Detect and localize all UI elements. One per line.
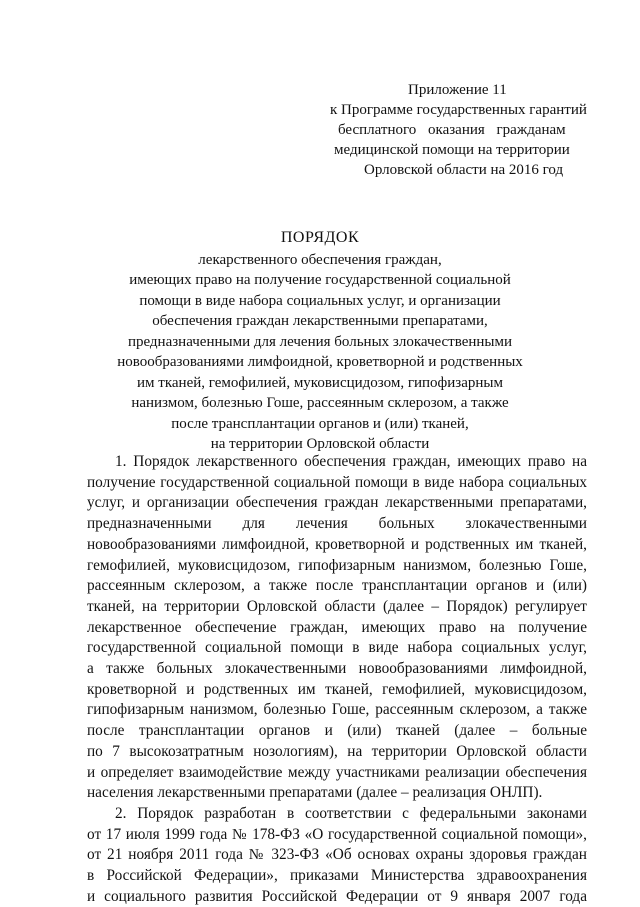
- body-line: после трансплантации органов и (или) тканей (далее – больные: [87, 722, 587, 740]
- body-line: от 21 ноября 2011 года № 323-ФЗ «Об основах охраны здоровья граждан: [87, 846, 587, 864]
- title-line: нанизмом, болезнью Гоше, рассеянным склерозом, а также: [131, 395, 509, 411]
- body-line: лекарственное обеспечение граждан, имеющих право на получение: [87, 618, 587, 636]
- title-line: на территории Орловской области: [210, 436, 430, 452]
- body-line: тканей, на территории Орловской области (далее – Порядок) регулирует: [87, 597, 587, 615]
- title-line: им тканей, гемофилией, муковисцидозом, гипофизарным: [137, 374, 503, 391]
- body-line: рассеянным склерозом, а также после трансплантации органов и (или): [87, 577, 587, 595]
- body-line: а также больных злокачественными новообразованиями лимфоидной,: [87, 660, 587, 678]
- title-line: после трансплантации органов и (или) тканей,: [171, 415, 469, 432]
- body-line: по 7 высокозатратным нозологиям), на территории Орловской области: [87, 742, 587, 760]
- body-line: гемофилией, муковисцидозом, гипофизарным нанизмом, болезнью Гоше,: [87, 556, 587, 574]
- title-line: новообразованиями лимфоидной, кроветворной и родственных: [117, 354, 523, 370]
- body-line: 2. Порядок разработан в соответствии с федеральными законами: [115, 804, 587, 822]
- body-line: предназначенными для лечения больных злокачественными: [87, 515, 587, 533]
- body-line: услуг, и организации обеспечения граждан лекарственными препаратами,: [87, 494, 587, 512]
- title-heading: ПОРЯДОК: [280, 229, 360, 246]
- title-line: помощи в виде набора социальных услуг, и организации: [139, 292, 501, 309]
- title-line: имеющих право на получение государственной социальной: [129, 272, 511, 288]
- body-line: и определяет взаимодействие между участниками реализации обеспечения: [87, 763, 587, 781]
- body-line: государственной социальной помощи в виде набора социальных услуг,: [87, 639, 587, 657]
- document-body: [87, 452, 587, 907]
- appendix-line: бесплатного оказания гражданам: [338, 122, 566, 138]
- appendix-line: Орловской области на 2016 год: [364, 162, 564, 178]
- body-line: гипофизарным нанизмом, болезнью Гоше, рассеянным склерозом, а также: [87, 701, 587, 719]
- appendix-line: медицинской помощи на территории: [334, 142, 570, 158]
- appendix-line: к Программе государственных гарантий: [330, 102, 587, 118]
- body-line: получение государственной социальной помощи в виде набора социальных: [87, 473, 587, 491]
- appendix-note: [330, 80, 600, 180]
- body-line: от 17 июля 1999 года № 178-ФЗ «О государственной социальной помощи»,: [87, 825, 587, 843]
- title-line: предназначенными для лечения больных злокачественными: [127, 333, 513, 350]
- body-line: кроветворной и родственных им тканей, гемофилией, муковисцидозом,: [87, 680, 587, 698]
- appendix-line: Приложение 11: [408, 82, 507, 98]
- body-line: 1. Порядок лекарственного обеспечения граждан, имеющих право на: [115, 453, 587, 470]
- document-title: [100, 228, 540, 455]
- title-line: лекарственного обеспечения граждан,: [198, 251, 442, 268]
- body-line: населения лекарственными препаратами (далее – реализация ОНЛП).: [87, 784, 543, 802]
- title-line: обеспечения граждан лекарственными препаратами,: [152, 313, 488, 329]
- body-line: и социального развития Российской Федерации от 9 января 2007 года: [87, 887, 587, 905]
- body-line: новообразованиями лимфоидной, кроветворной и родственных им тканей,: [87, 535, 587, 553]
- body-line: в Российской Федерации», приказами Министерства здравоохранения: [87, 867, 587, 885]
